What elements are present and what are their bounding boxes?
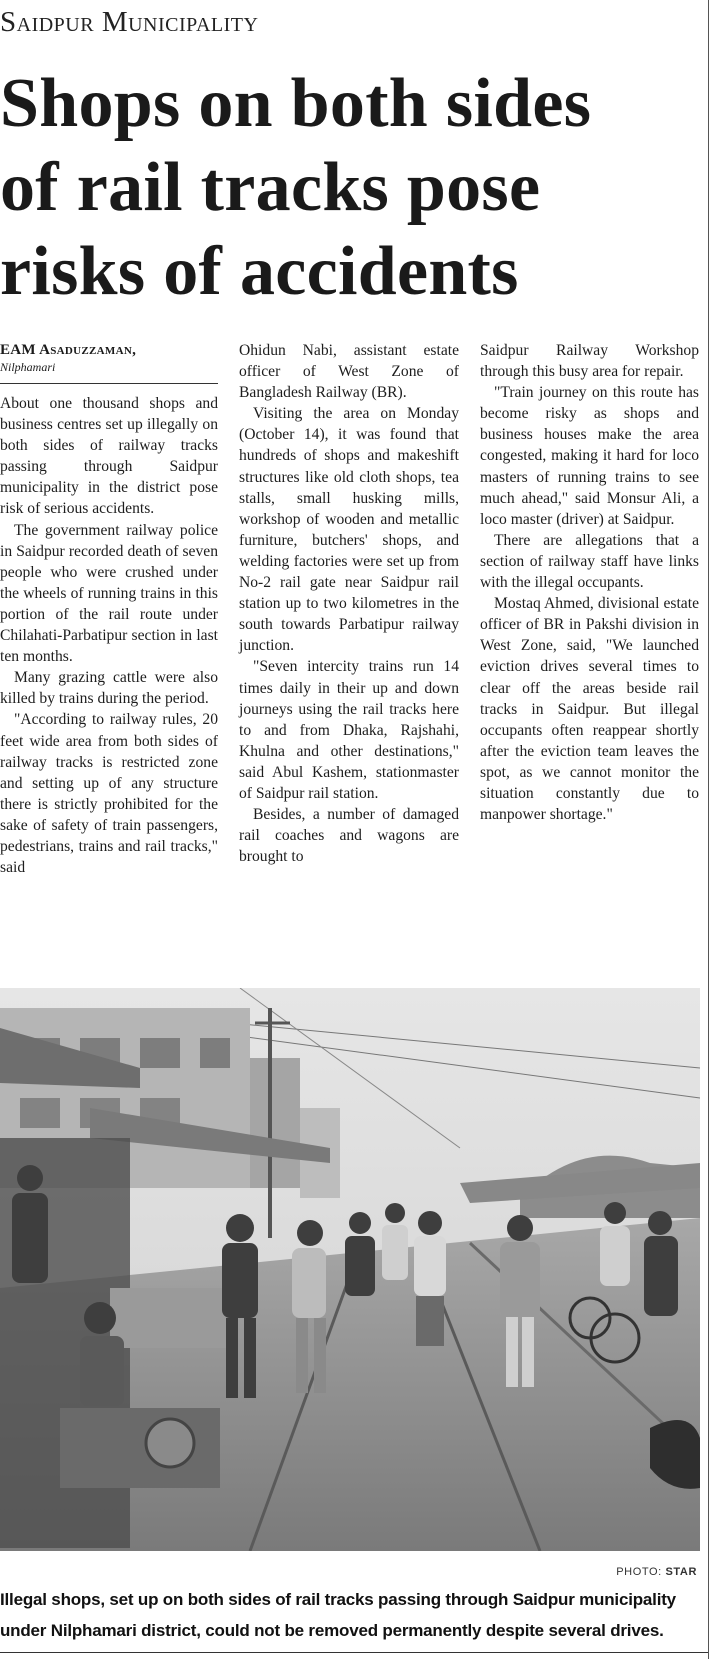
photo-credit-prefix: PHOTO: bbox=[616, 1566, 662, 1578]
headline bbox=[0, 62, 712, 314]
news-photo bbox=[0, 988, 700, 1551]
article-column-3 bbox=[480, 340, 699, 825]
byline bbox=[0, 342, 218, 375]
photo-caption bbox=[0, 1584, 706, 1646]
paragraph: Many grazing cattle were also killed by trains during the period. bbox=[0, 669, 218, 708]
bottom-divider bbox=[0, 1652, 708, 1653]
article-column-2 bbox=[239, 340, 459, 867]
article-column-1 bbox=[0, 393, 218, 878]
headline-line-1: Shops on both sides bbox=[0, 65, 592, 142]
paragraph: "Seven intercity trains run 14 times daily in their up and down journeys using the rail tracks here to and from Dhaka, Rajshahi, Khulna and other destinations," said Abul Kashem, stationmaster of Saidpur rail station. bbox=[239, 658, 459, 802]
section-kicker: Saidpur Municipality bbox=[0, 6, 259, 38]
paragraph: Visiting the area on Monday (October 14), it was found that hundreds of shops and makeshift structures like old cloth shops, tea stalls, small husking mills, workshop of wooden and metallic furniture, butchers' shops, and welding factories were set up from No-2 rail gate near Saidpur rail station up to two kilometres in the south towards Parbatipur railway junction. bbox=[239, 405, 459, 655]
caption-line-2: under Nilphamari district, could not be removed permanently despite several drives. bbox=[0, 1621, 664, 1640]
paragraph: "Train journey on this route has become risky as shops and business houses make the area congested, making it hard for loco masters of running trains to see much ahead," said Monsur Ali, a loco master (driver) at Saidpur. bbox=[480, 384, 699, 528]
headline-line-2: of rail tracks pose bbox=[0, 149, 541, 226]
paragraph: "According to railway rules, 20 feet wide area from both sides of railway tracks is restricted zone and setting up of any structure there is strictly prohibited for the sake of safety of train passengers, pedestrians, trains and rail tracks," said bbox=[0, 711, 218, 877]
caption-line-1: Illegal shops, set up on both sides of rail tracks passing through Saidpur municipality bbox=[0, 1590, 676, 1609]
paragraph: About one thousand shops and business centres set up illegally on both sides of railway tracks passing through Saidpur municipality in the district pose risk of serious accidents. bbox=[0, 395, 218, 518]
byline-divider bbox=[0, 383, 218, 384]
paragraph: Saidpur Railway Workshop through this busy area for repair. bbox=[480, 342, 699, 381]
headline-line-3: risks of accidents bbox=[0, 233, 519, 310]
paragraph: The government railway police in Saidpur recorded death of seven people who were crushed under the wheels of running trains in this portion of the rail route under Chilahati-Parbatipur section in last ten months. bbox=[0, 521, 218, 666]
paragraph: There are allegations that a section of railway staff have links with the illegal occupants. bbox=[480, 531, 699, 592]
paragraph: Mostaq Ahmed, divisional estate officer of BR in Pakshi division in West Zone, said, "We launched eviction drives several times to clear off the areas beside rail tracks in Saidpur. But illegal occupants often reappear shortly after the eviction team leaves the spot, as we cannot monitor the situation constantly due to manpower shortage." bbox=[480, 595, 699, 824]
photo-credit-source: STAR bbox=[665, 1566, 697, 1578]
byline-location: Nilphamari bbox=[0, 360, 56, 374]
photo-credit bbox=[616, 1566, 697, 1578]
paragraph: Ohidun Nabi, assistant estate officer of West Zone of Bangladesh Railway (BR). bbox=[239, 342, 459, 402]
street-market-illustration bbox=[0, 988, 700, 1551]
paragraph: Besides, a number of damaged rail coaches and wagons are brought to bbox=[239, 806, 459, 866]
byline-name: EAM Asaduzzaman, bbox=[0, 342, 137, 358]
